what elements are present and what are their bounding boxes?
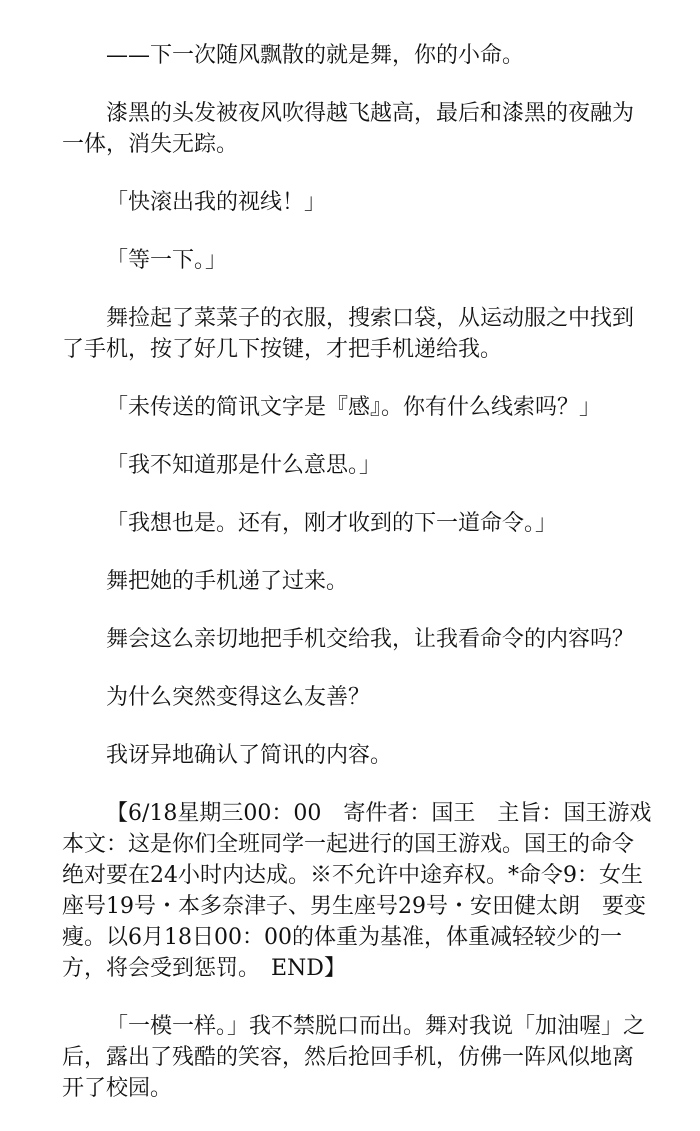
paragraph: 「我不知道那是什么意思。」 [106,453,382,478]
paragraph: 舞会这么亲切地把手机交给我，让我看命令的内容吗？ [106,627,635,652]
paragraph: 舞把她的手机递了过来。 [106,569,349,594]
paragraph: 我讶异地确认了简讯的内容。 [106,743,393,768]
paragraph: 漆黑的头发被夜风吹得越飞越高，最后和漆黑的夜融为一体，消失无踪。 [62,101,635,157]
paragraph: 「我想也是。还有，刚才收到的下一道命令。」 [106,511,558,536]
paragraph: 「快滚出我的视线！」 [106,190,327,215]
message-block: 【6/18星期三00：00 寄件者：国王 主旨：国王游戏 本文：这是你们全班同学一起进行的国王游戏。国王的命令绝对要在24小时内达成。※不允许中途弃权。*命令9：女生座号19号・本多奈津子、男生座号29号・安田健太朗 要变瘦。以6月18日00：00的体重为基准，体重减轻较少的一方，将会受到惩罚。 END】 [62,801,674,981]
paragraph: 舞捡起了菜菜子的衣服，搜索口袋，从运动服之中找到了手机，按了好几下按键，才把手机递给我。 [62,306,635,362]
paragraph: 「一模一样。」我不禁脱口而出。舞对我说「加油喔」之后，露出了残酷的笑容，然后抢回手机，仿佛一阵风似地离开了校园。 [62,1014,646,1101]
paragraph: 为什么突然变得这么友善？ [106,685,371,710]
paragraph: 「等一下。」 [106,248,228,273]
paragraph: 「未传送的简讯文字是『感』。你有什么线索吗？」 [106,395,602,420]
document-page [62,40,674,1131]
paragraph: ——下一次随风飘散的就是舞，你的小命。 [106,43,525,68]
